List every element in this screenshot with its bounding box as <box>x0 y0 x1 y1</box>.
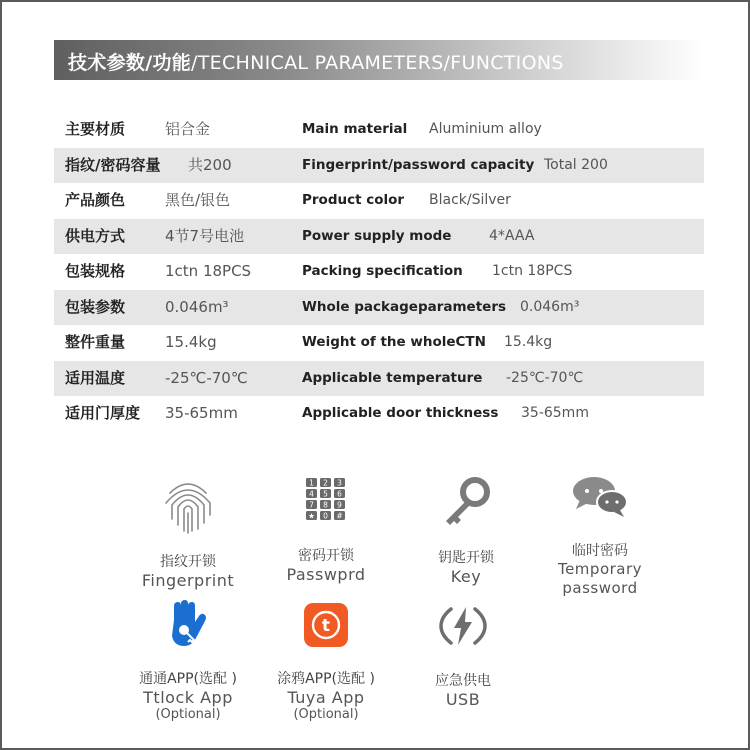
keypad-key-label: 6 <box>337 489 342 499</box>
feature-tuya-app <box>256 603 396 723</box>
feature-en-label: USB <box>445 690 481 709</box>
spec-en-label: Fingerprint/password capacity <box>302 156 535 173</box>
feature-cn-label: 密码开锁 <box>298 548 354 564</box>
spec-en-label: Main material <box>302 121 408 137</box>
feature-en-label: Ttlock App <box>143 688 233 707</box>
spec-row <box>54 290 704 326</box>
spec-en-value: 0.046m³ <box>520 298 580 315</box>
feature-cn-label: 钥匙开锁 <box>438 550 494 566</box>
spec-cn-value: 黑色/银色 <box>165 191 231 209</box>
spec-cn-value: 1ctn 18PCS <box>165 262 252 280</box>
ttlock-hand-icon <box>166 600 210 650</box>
keypad-key-label: 0 <box>323 511 328 521</box>
spec-row <box>54 325 704 361</box>
usb-power-icon <box>439 603 487 649</box>
spec-en-label: Applicable temperature <box>302 369 483 386</box>
spec-en-value: 4*AAA <box>489 227 535 244</box>
section-banner <box>54 40 704 80</box>
keypad-icon <box>306 478 346 522</box>
spec-en-label: Weight of the wholeCTN <box>302 334 486 350</box>
spec-cn-value: -25℃-70℃ <box>165 368 248 387</box>
keypad-key-label: # <box>336 511 343 521</box>
feature-password <box>256 478 396 584</box>
feature-optional-label: (Optional) <box>293 707 359 722</box>
spec-en-value: 35-65mm <box>521 405 589 421</box>
keypad-key-label: 2 <box>323 478 328 488</box>
feature-en-label: Tuya App <box>287 688 365 707</box>
spec-en-value: -25℃-70℃ <box>506 369 584 386</box>
feature-key <box>396 475 536 586</box>
spec-row <box>54 254 704 290</box>
feature-optional-label: (Optional) <box>155 707 221 722</box>
spec-row <box>54 361 704 397</box>
fingerprint-icon <box>160 475 216 535</box>
spec-cn-label: 包装参数 <box>65 297 126 316</box>
key-icon <box>440 475 492 527</box>
spec-cn-label: 指纹/密码容量 <box>65 155 161 174</box>
feature-grid <box>0 470 750 750</box>
keypad-key-label: 3 <box>337 478 342 488</box>
spec-en-value: Black/Silver <box>429 192 511 208</box>
spec-en-value: 15.4kg <box>504 334 553 350</box>
spec-en-label: Power supply mode <box>302 227 452 244</box>
spec-table <box>54 112 704 432</box>
spec-en-label: Product color <box>302 192 405 208</box>
feature-fingerprint <box>118 475 258 590</box>
spec-row <box>54 183 704 219</box>
keypad-key-label: 4 <box>309 489 314 499</box>
spec-en-label: Applicable door thickness <box>302 405 499 421</box>
feature-en-label: Fingerprint <box>141 571 235 590</box>
spec-row <box>54 112 704 148</box>
banner-title-en: /TECHNICAL PARAMETERS/FUNCTIONS <box>191 52 564 74</box>
spec-cn-value: 15.4kg <box>165 333 217 351</box>
chat-bubbles-icon <box>572 476 628 518</box>
keypad-key-label: 7 <box>309 500 314 510</box>
feature-en-label: Passwprd <box>286 565 366 584</box>
feature-ttlock-app <box>118 600 258 723</box>
spec-en-label: Whole packageparameters <box>302 298 507 315</box>
spec-en-value: 1ctn 18PCS <box>492 263 573 279</box>
banner-title-cn: 技术参数/功能 <box>68 52 192 74</box>
keypad-key-label: ★ <box>308 511 315 521</box>
spec-en-value: Aluminium alloy <box>429 121 542 137</box>
tuya-glyph: t <box>321 616 331 636</box>
spec-cn-label: 适用温度 <box>65 368 126 387</box>
keypad-key-label: 1 <box>309 478 314 488</box>
spec-cn-label: 主要材质 <box>65 120 126 138</box>
tuya-app-icon <box>304 603 348 647</box>
feature-temporary-password <box>530 476 670 598</box>
feature-en-label-2: password <box>562 579 638 597</box>
keypad-key-label: 8 <box>323 500 328 510</box>
spec-cn-value: 共200 <box>188 155 232 174</box>
feature-cn-label: 涂鸦APP(选配 ) <box>277 671 375 687</box>
spec-row <box>54 148 704 184</box>
spec-cn-label: 产品颜色 <box>65 191 126 209</box>
spec-cn-value: 4节7号电池 <box>165 226 245 245</box>
keypad-key-label: 5 <box>323 489 328 499</box>
keypad-key-label: 9 <box>337 500 342 510</box>
spec-en-value: Total 200 <box>544 156 608 173</box>
feature-cn-label: 指纹开锁 <box>160 554 216 570</box>
spec-cn-label: 包装规格 <box>65 262 126 280</box>
feature-cn-label: 应急供电 <box>435 673 491 689</box>
feature-cn-label: 临时密码 <box>572 543 628 559</box>
spec-cn-value: 35-65mm <box>165 404 238 422</box>
spec-row <box>54 396 704 432</box>
spec-cn-label: 适用门厚度 <box>65 404 141 422</box>
feature-usb-power <box>393 603 533 709</box>
spec-cn-label: 整件重量 <box>65 333 126 351</box>
spec-row <box>54 219 704 255</box>
banner-title <box>68 48 564 75</box>
feature-en-label: Key <box>450 567 482 586</box>
feature-en-label: Temporary <box>557 560 643 578</box>
spec-cn-value: 0.046m³ <box>165 297 229 316</box>
feature-cn-label: 通通APP(选配 ) <box>139 671 237 687</box>
spec-en-label: Packing specification <box>302 263 463 279</box>
spec-cn-label: 供电方式 <box>65 226 126 245</box>
spec-cn-value: 铝合金 <box>165 120 211 138</box>
